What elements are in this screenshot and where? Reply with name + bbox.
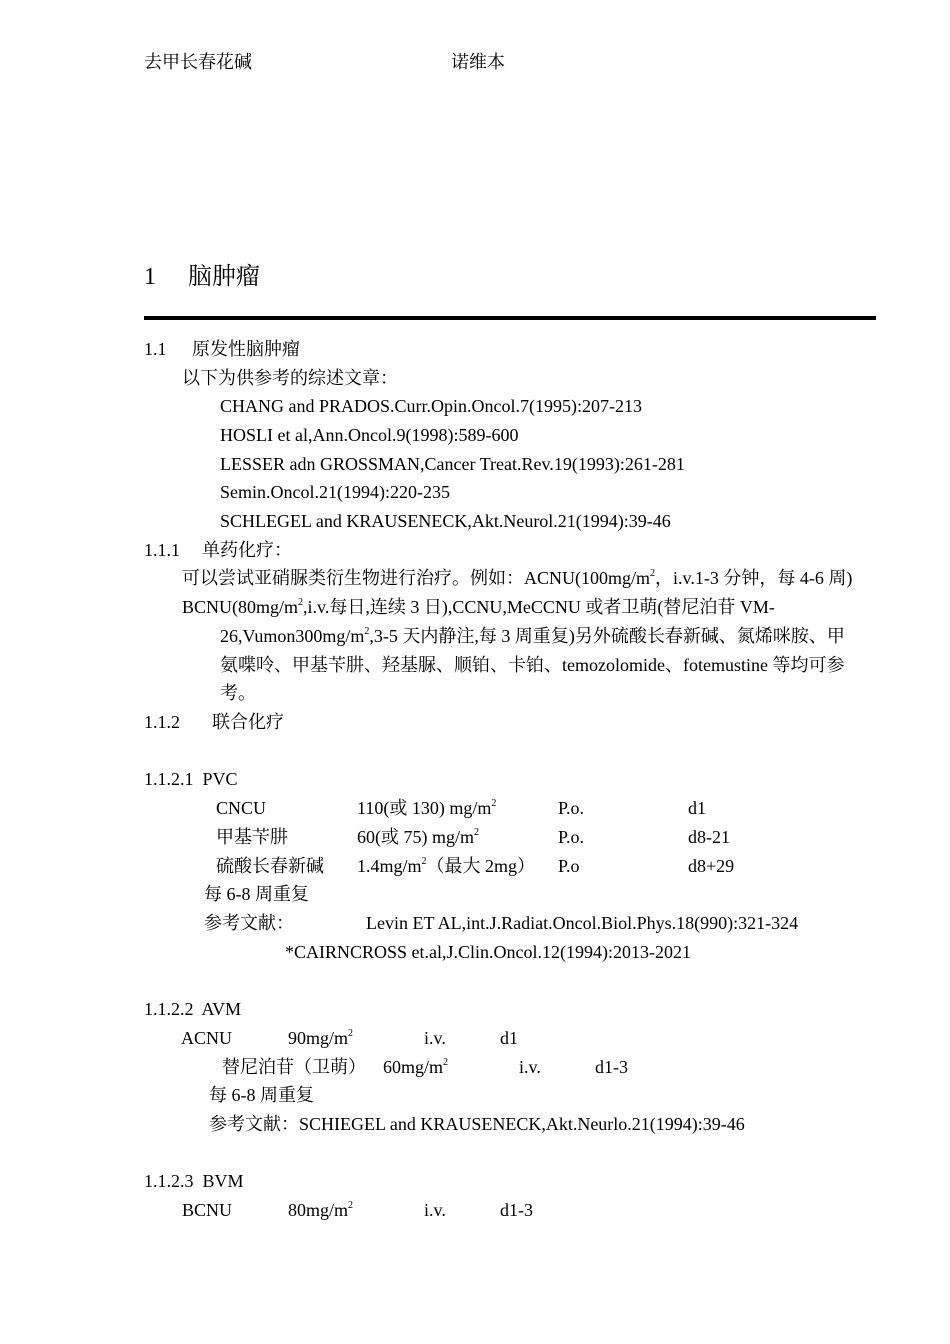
regimen-dose: $60mg/m^2$ [383,1057,449,1077]
regimen-drug: ACNU [181,1028,233,1048]
chapter-title: 脑肿瘤 [188,264,260,290]
paragraph-line: $BCNU(80mg/m^2,i.v$.每日,连续 3 日),CCNU,MeCCNU 或者卫萌(替尼泊苷 VM- [182,597,775,617]
regimen-route: i.v. [519,1057,541,1077]
regimen-drug: 甲基苄肼 [216,827,288,847]
review-reference: LESSER adn GROSSMAN,Cancer Treat.Rev.19(1993):261-281 [220,454,685,474]
chapter-number: 1 [144,264,156,290]
reference-citation: *CAIRNCROSS et.al,J.Clin.Oncol.12(1994):2013-2021 [285,942,692,962]
regimen-drug: 替尼泊苷（卫萌） [222,1057,366,1077]
regimen-day: d1-3 [595,1057,628,1077]
regimen-route: i.v. [424,1200,446,1220]
regimen-drug: 硫酸长春新碱 [216,856,324,876]
header-left-title: 去甲长春花碱 [144,52,252,72]
review-reference: Semin.Oncol.21(1994):220-235 [220,482,450,502]
review-reference: HOSLI et al,Ann.Oncol.9(1998):589-600 [220,425,519,445]
reference-label: 参考文献： [204,913,294,933]
regimen-day: d1 [500,1028,518,1048]
review-reference: CHANG and PRADOS.Curr.Opin.Oncol.7(1995):207-213 [220,396,642,416]
regimen-day: d8-21 [688,827,730,847]
regimen-day: d1-3 [500,1200,533,1220]
regimen-drug: BCNU [182,1200,233,1220]
section-number: 1.1 [144,339,167,359]
regimen-route: P.o. [558,798,585,818]
regimen-dose: 60(或 75) $mg/m^2$ [357,827,479,847]
regimen-route: P.o [558,856,580,876]
regimen-drug: CNCU [216,798,267,818]
regimen-day: d8+29 [688,856,735,876]
paragraph-line: $26,Vumon300mg/m^2,3-5$ 天内静注,每 3 周重复)另外硫酸长春新碱、氮烯咪胺、甲 [220,626,845,646]
regimen-heading-avm: 1.1.2.2 AVM [144,999,242,1019]
reference-citation: Levin ET AL,int.J.Radiat.Oncol.Biol.Phys.18(990):321-324 [366,913,799,933]
regimen-heading-bvm: 1.1.2.3 BVM [144,1171,244,1191]
subsection-title: 联合化疗 [212,712,284,732]
subsection-number: 1.1.2 [144,712,180,732]
paragraph-line: 氨喋呤、甲基苄肼、羟基脲、顺铂、卡铂、temozolomide、fotemustine 等均可参 [220,655,845,675]
paragraph-line: 可以尝试亚硝脲类衍生物进行治疗。例如：$ACNU(100mg/m^2$，i.v.1-3 分钟，每 4-6 周) [182,568,853,588]
chapter-divider [144,316,876,320]
reference-citation: 参考文献：SCHIEGEL and KRAUSENECK,Akt.Neurlo.21(1994):39-46 [209,1114,745,1134]
subsection-title: 单药化疗： [202,540,292,560]
header-right-title: 诺维本 [451,52,505,72]
regimen-route: i.v. [424,1028,446,1048]
regimen-dose: $80mg/m^2$ [288,1200,354,1220]
subsection-number: 1.1.1 [144,540,180,560]
regimen-dose: 110(或 130) $mg/m^2$ [357,798,497,818]
regimen-dose: $90mg/m^2$ [288,1028,354,1048]
regimen-repeat: 每 6-8 周重复 [209,1085,314,1105]
regimen-heading-pvc: 1.1.2.1 PVC [144,769,238,789]
paragraph-line: 考。 [220,683,256,703]
review-reference: SCHLEGEL and KRAUSENECK,Akt.Neurol.21(1994):39-46 [220,511,671,531]
regimen-day: d1 [688,798,706,818]
regimen-repeat: 每 6-8 周重复 [204,884,309,904]
section-title: 原发性脑肿瘤 [192,339,300,359]
regimen-route: P.o. [558,827,585,847]
review-intro: 以下为供参考的综述文章： [182,368,398,388]
regimen-dose: $1.4mg/m^2$（最大 2mg） [357,856,536,876]
